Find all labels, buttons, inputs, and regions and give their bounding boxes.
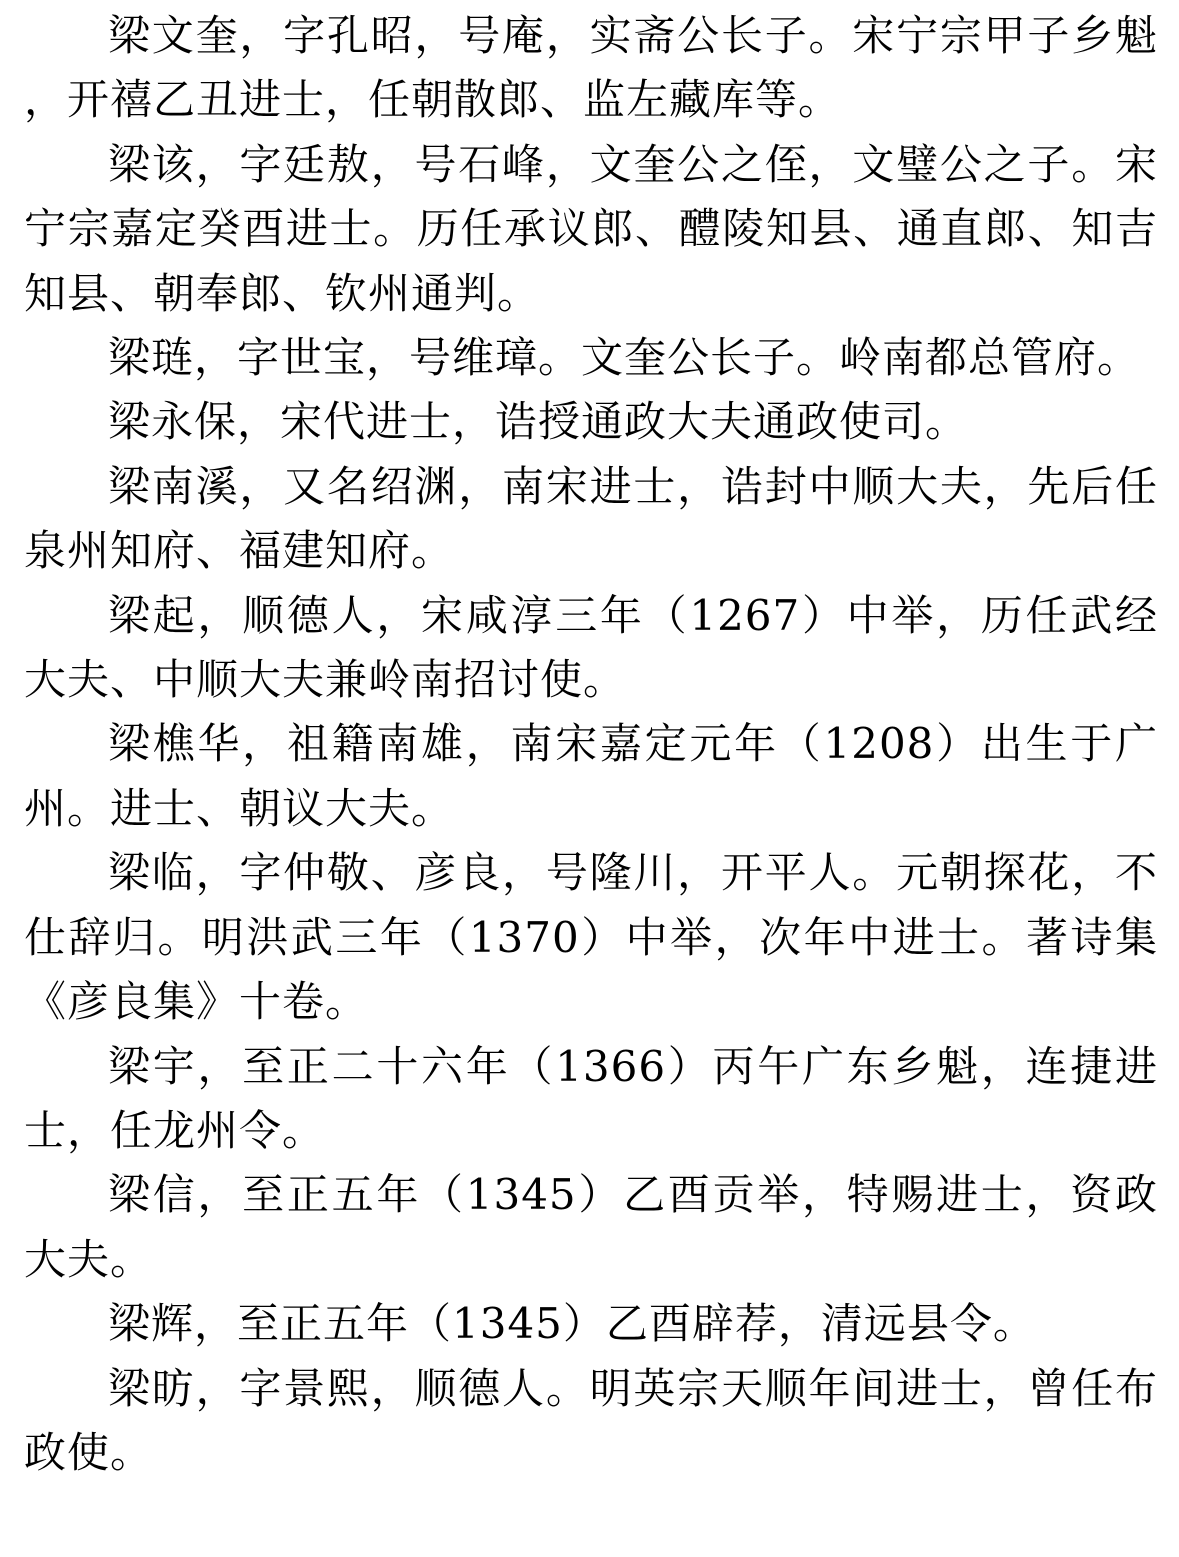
document-page [24, 4, 1158, 1485]
paragraph-liang-hui: 梁辉，至正五年（1345）乙酉辟荐，清远县令。 [108, 1299, 1036, 1349]
paragraph-liang-lin: 梁临，字仲敬、彦良，号隆川，开平人。元朝探花，不仕辞归。明洪武三年（1370）中举，次年中进士。著诗集《彦良集》十卷。 [24, 848, 1158, 1027]
paragraph-liang-qiaohua: 梁樵华，祖籍南雄，南宋嘉定元年（1208）出生于广州。进士、朝议大夫。 [24, 719, 1158, 833]
paragraph-liang-yongbao: 梁永保，宋代进士，诰授通政大夫通政使司。 [108, 397, 969, 447]
paragraph-liang-xin: 梁信，至正五年（1345）乙酉贡举，特赐进士，资政大夫。 [24, 1170, 1158, 1284]
paragraph-liang-lian: 梁琏，字世宝，号维璋。文奎公长子。岭南都总管府。 [108, 333, 1141, 383]
paragraph-liang-wenkui: 梁文奎，字孔昭，号庵，实斋公长子。宋宁宗甲子乡魁，开禧乙丑进士，任朝散郎、监左藏库等。 [24, 11, 1158, 125]
paragraph-liang-yu: 梁宇，至正二十六年（1366）丙午广东乡魁，连捷进士，任龙州令。 [24, 1041, 1158, 1155]
paragraph-liang-fang: 梁昉，字景熙，顺德人。明英宗天顺年间进士，曾任布政使。 [24, 1363, 1158, 1477]
paragraph-liang-qi: 梁起，顺德人，宋咸淳三年（1267）中举，历任武经大夫、中顺大夫兼岭南招讨使。 [24, 590, 1158, 705]
paragraph-liang-nanxi: 梁南溪，又名绍渊，南宋进士，诰封中顺大夫，先后任泉州知府、福建知府。 [24, 461, 1158, 576]
paragraph-liang-gai: 梁该，字廷敖，号石峰，文奎公之侄，文璧公之子。宋宁宗嘉定癸酉进士。历任承议郎、醴陵知县、通直郎、知吉知县、朝奉郎、钦州通判。 [24, 139, 1158, 318]
